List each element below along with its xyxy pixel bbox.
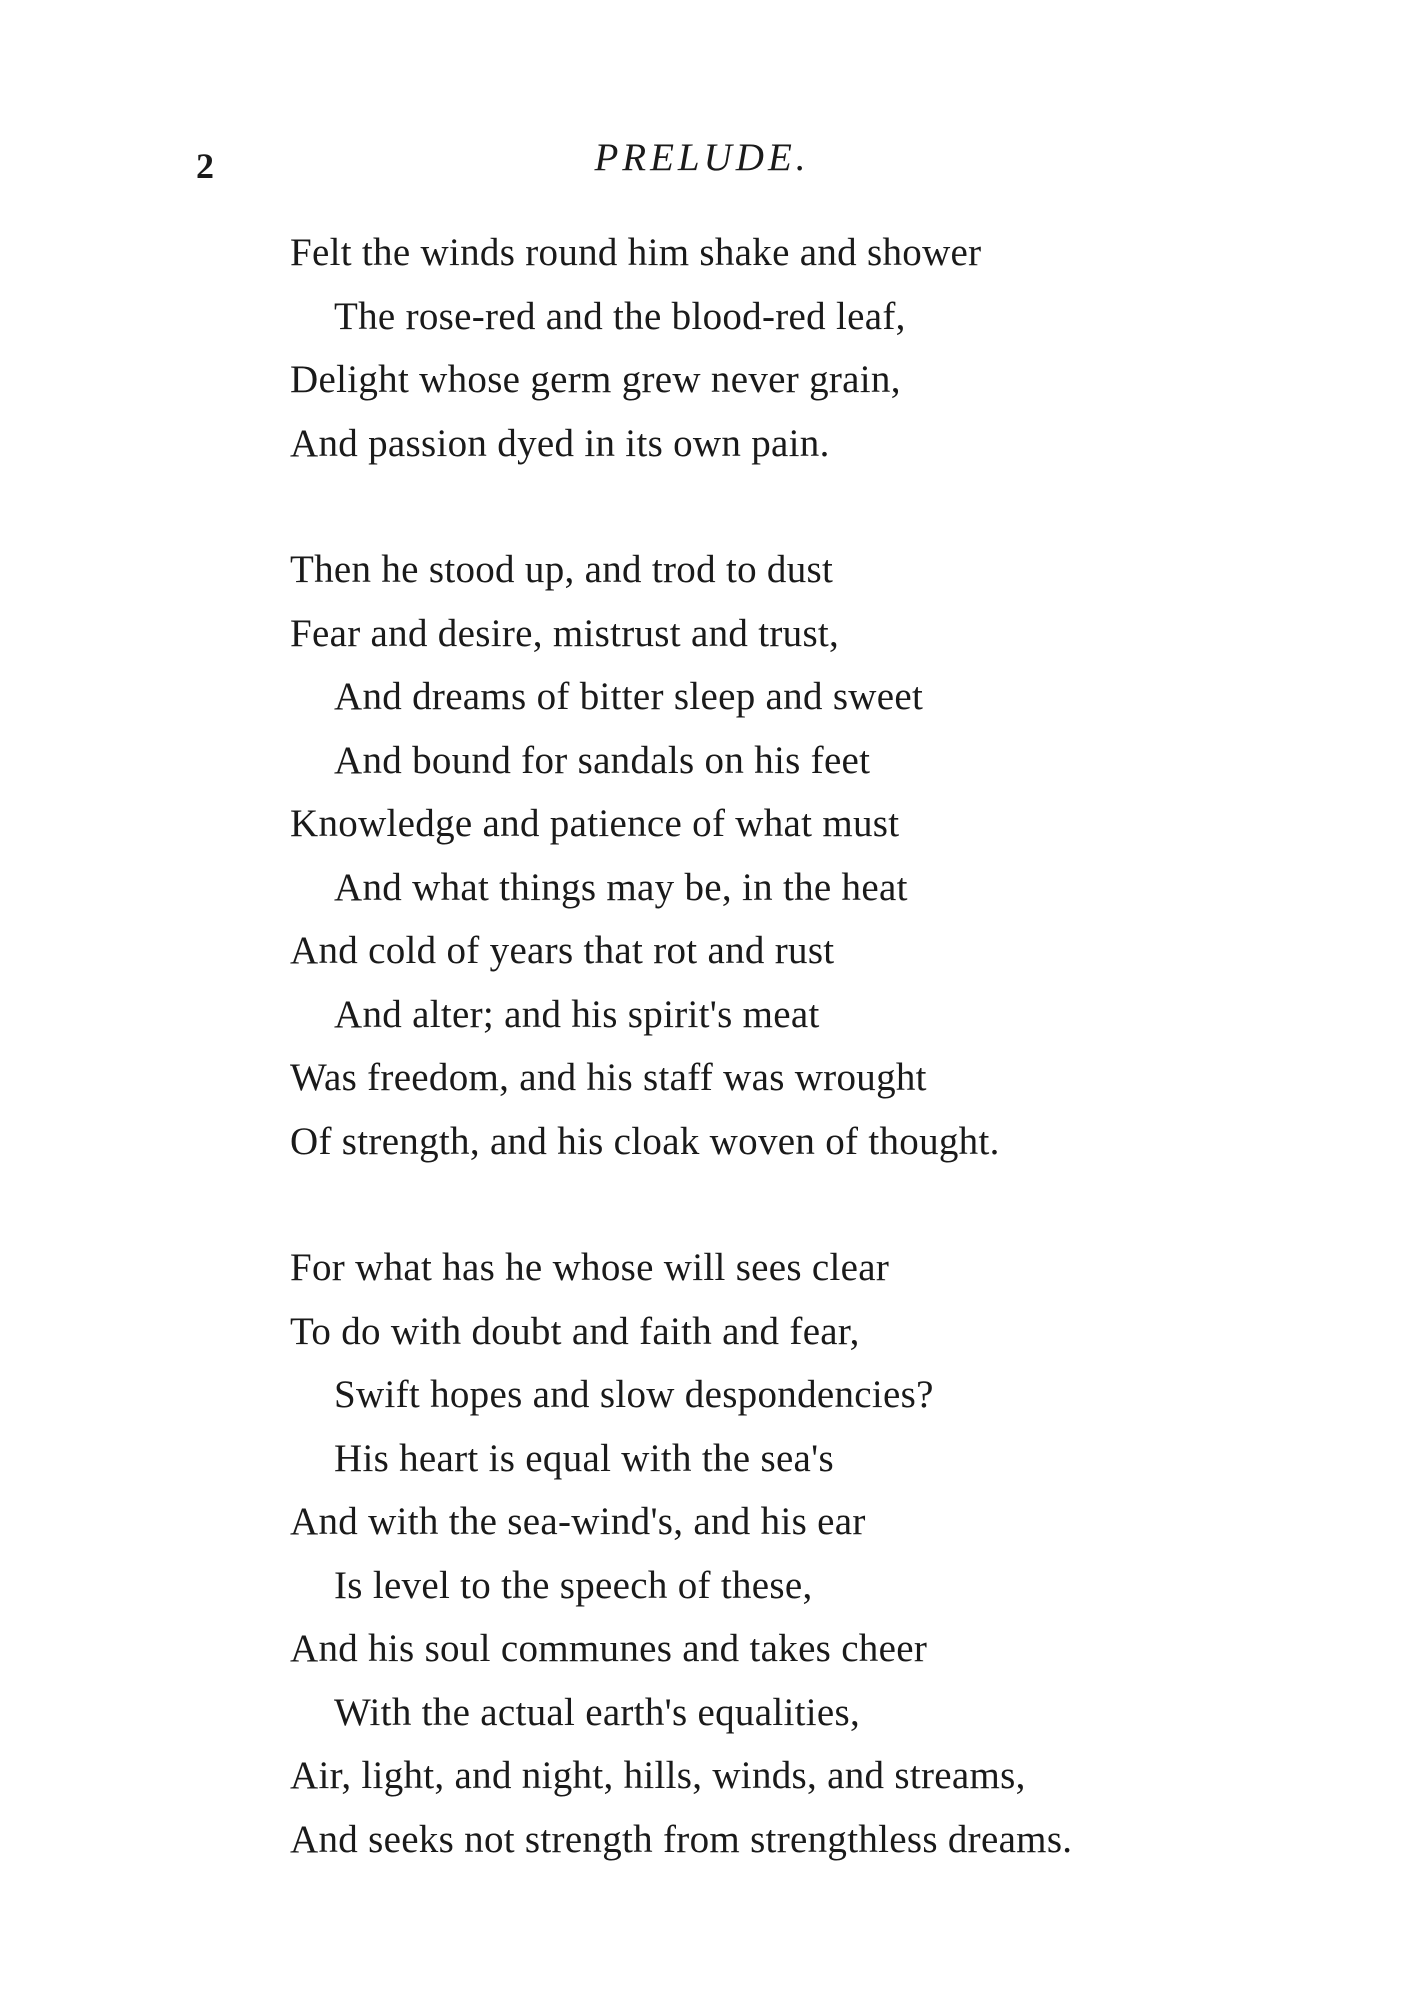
poem-line: And bound for sandals on his feet (334, 738, 871, 782)
poem-line: And what things may be, in the heat (334, 865, 908, 909)
poem-line: Fear and desire, mistrust and trust, (290, 611, 840, 655)
poem-line: Then he stood up, and trod to dust (290, 548, 834, 591)
poem-line: The rose-red and the blood-red leaf, (334, 294, 906, 338)
poem-line: His heart is equal with the sea's (334, 1436, 834, 1480)
poem-line: And with the sea-wind's, and his ear (290, 1500, 866, 1543)
poem-line: Was freedom, and his staff was wrought (290, 1056, 927, 1099)
running-head: PRELUDE. (594, 136, 810, 179)
poem-line: And seeks not strength from strengthless dreams. (290, 1817, 1073, 1861)
poem-line: Delight whose germ grew never grain, (290, 358, 901, 401)
poem-line: And cold of years that rot and rust (290, 929, 835, 972)
page-number: 2 (196, 146, 214, 186)
stanza-1 (290, 221, 1072, 475)
poem-body (290, 221, 1072, 1871)
stanza-2 (290, 538, 1072, 1173)
poem-line: Felt the winds round him shake and shower (290, 231, 982, 274)
poem-line: Swift hopes and slow despondencies? (334, 1373, 934, 1416)
poem-line: Is level to the speech of these, (334, 1563, 813, 1607)
poem-line: Of strength, and his cloak woven of thought. (290, 1119, 1000, 1163)
stanza-3 (290, 1236, 1072, 1871)
poem-line: With the actual earth's equalities, (334, 1690, 861, 1734)
poem-line: For what has he whose will sees clear (290, 1246, 890, 1289)
poem-line: And dreams of bitter sleep and sweet (334, 675, 924, 718)
poem-line: To do with doubt and faith and fear, (290, 1309, 860, 1353)
poem-line: And his soul communes and takes cheer (290, 1627, 928, 1670)
poem-line: Air, light, and night, hills, winds, and streams, (290, 1754, 1026, 1797)
poem-line: And passion dyed in its own pain. (290, 421, 830, 465)
poem-line: Knowledge and patience of what must (290, 802, 900, 845)
poem-line: And alter; and his spirit's meat (334, 992, 820, 1036)
